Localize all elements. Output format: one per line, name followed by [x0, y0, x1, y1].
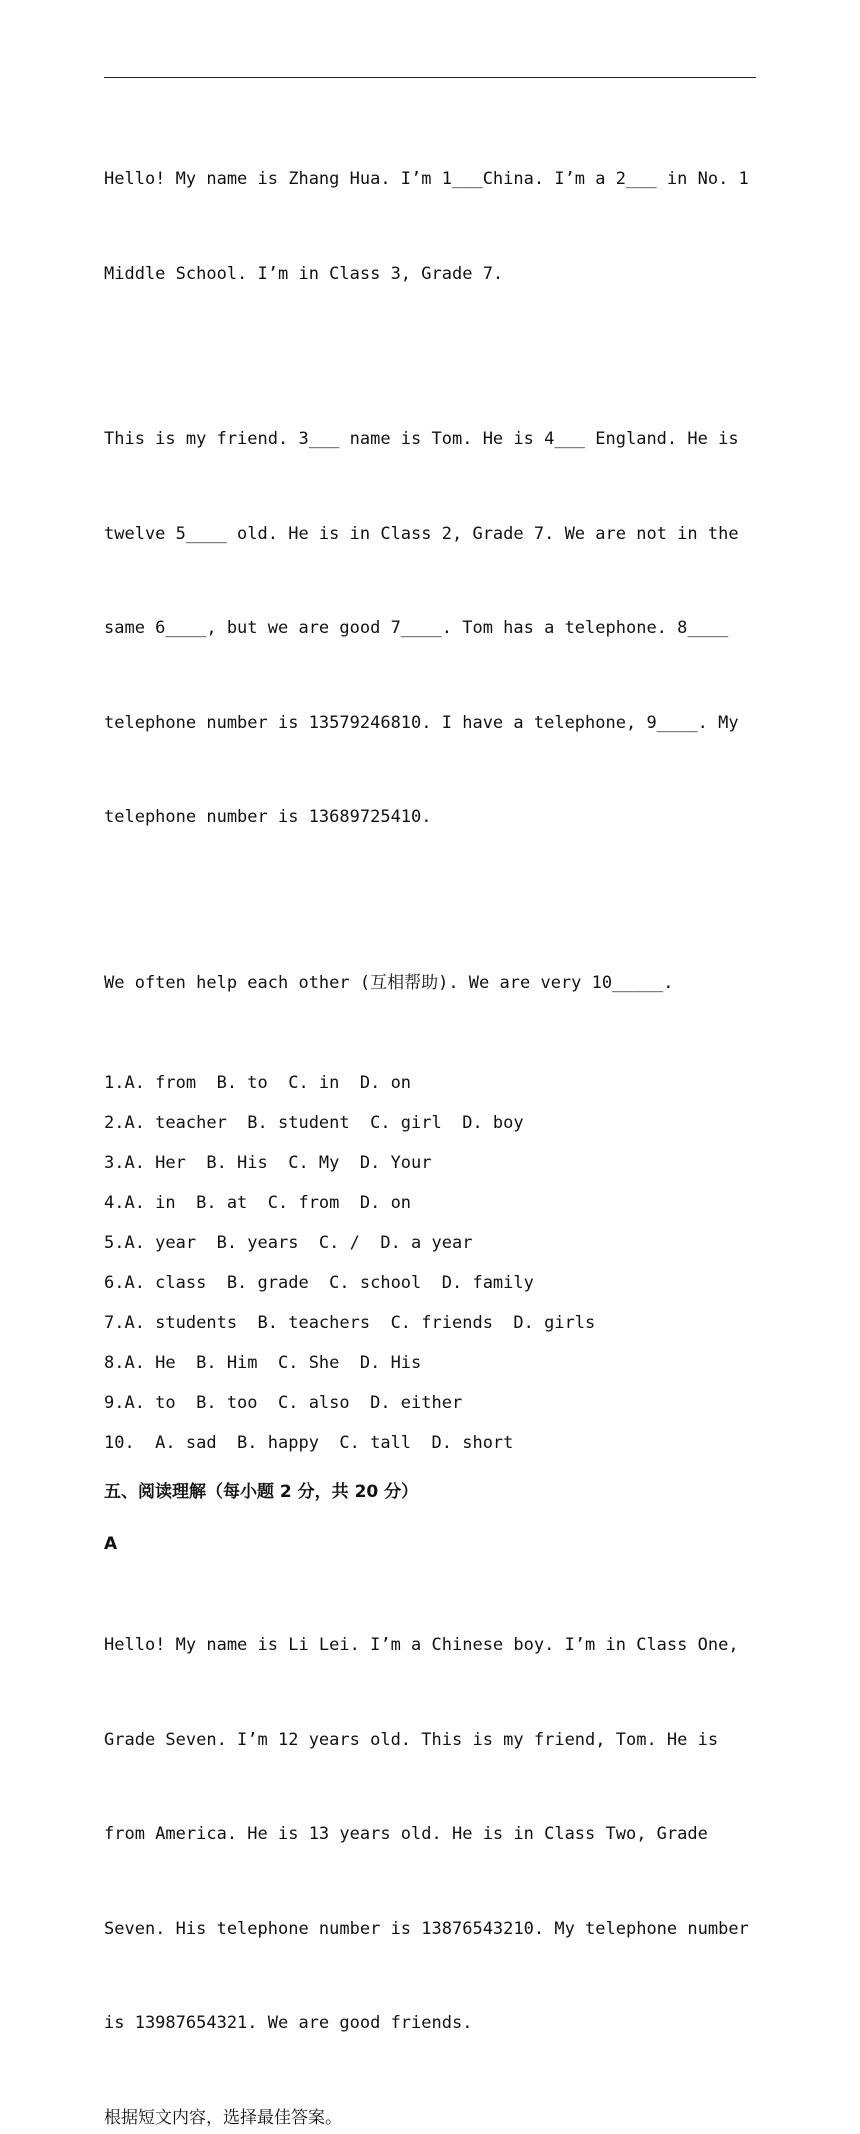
- text-line: Hello! My name is Zhang Hua. I’m 1___China. I’m a 2___ in No. 1: [104, 164, 756, 196]
- text-line: Seven. His telephone number is 13876543210. My telephone number: [104, 1914, 756, 1946]
- text-line: Grade Seven. I’m 12 years old. This is my friend, Tom. He is: [104, 1725, 756, 1757]
- text-line: same 6____, but we are good 7____. Tom has a telephone. 8____: [104, 613, 756, 645]
- option-row-2: 2.A. teacher B. student C. girl D. boy: [104, 1112, 756, 1134]
- instruction-text: 根据短文内容，选择最佳答案。: [104, 2103, 756, 2134]
- options-list: [104, 1072, 756, 1454]
- reading-passage: [104, 1567, 756, 2103]
- option-row-1: 1.A. from B. to C. in D. on: [104, 1072, 756, 1094]
- text-line: telephone number is 13689725410.: [104, 802, 756, 834]
- text-line: Hello! My name is Li Lei. I’m a Chinese boy. I’m in Class One,: [104, 1630, 756, 1662]
- document-body: [104, 101, 756, 2134]
- text-line: This is my friend. 3___ name is Tom. He is 4___ England. He is: [104, 424, 756, 456]
- text-line: twelve 5____ old. He is in Class 2, Grade 7. We are not in the: [104, 519, 756, 551]
- cloze-paragraph-1: [104, 101, 756, 353]
- text-line: Middle School. I’m in Class 3, Grade 7.: [104, 259, 756, 291]
- text-line: is 13987654321. We are good friends.: [104, 2008, 756, 2040]
- option-row-8: 8.A. He B. Him C. She D. His: [104, 1352, 756, 1374]
- option-row-9: 9.A. to B. too C. also D. either: [104, 1392, 756, 1414]
- option-row-10: 10. A. sad B. happy C. tall D. short: [104, 1432, 756, 1454]
- header-rule: [104, 77, 756, 78]
- text-line: We often help each other (互相帮助). We are very 10_____.: [104, 968, 756, 1000]
- cloze-paragraph-3: [104, 905, 756, 1063]
- option-row-4: 4.A. in B. at C. from D. on: [104, 1192, 756, 1214]
- text-line: telephone number is 13579246810. I have a telephone, 9____. My: [104, 708, 756, 740]
- option-row-5: 5.A. year B. years C. / D. a year: [104, 1232, 756, 1254]
- option-row-6: 6.A. class B. grade C. school D. family: [104, 1272, 756, 1294]
- section-heading: 五、阅读理解（每小题 2 分，共 20 分）: [104, 1481, 756, 1503]
- text-line: from America. He is 13 years old. He is in Class Two, Grade: [104, 1819, 756, 1851]
- option-row-7: 7.A. students B. teachers C. friends D. girls: [104, 1312, 756, 1334]
- part-label: A: [104, 1533, 756, 1555]
- cloze-paragraph-2: [104, 361, 756, 897]
- option-row-3: 3.A. Her B. His C. My D. Your: [104, 1152, 756, 1174]
